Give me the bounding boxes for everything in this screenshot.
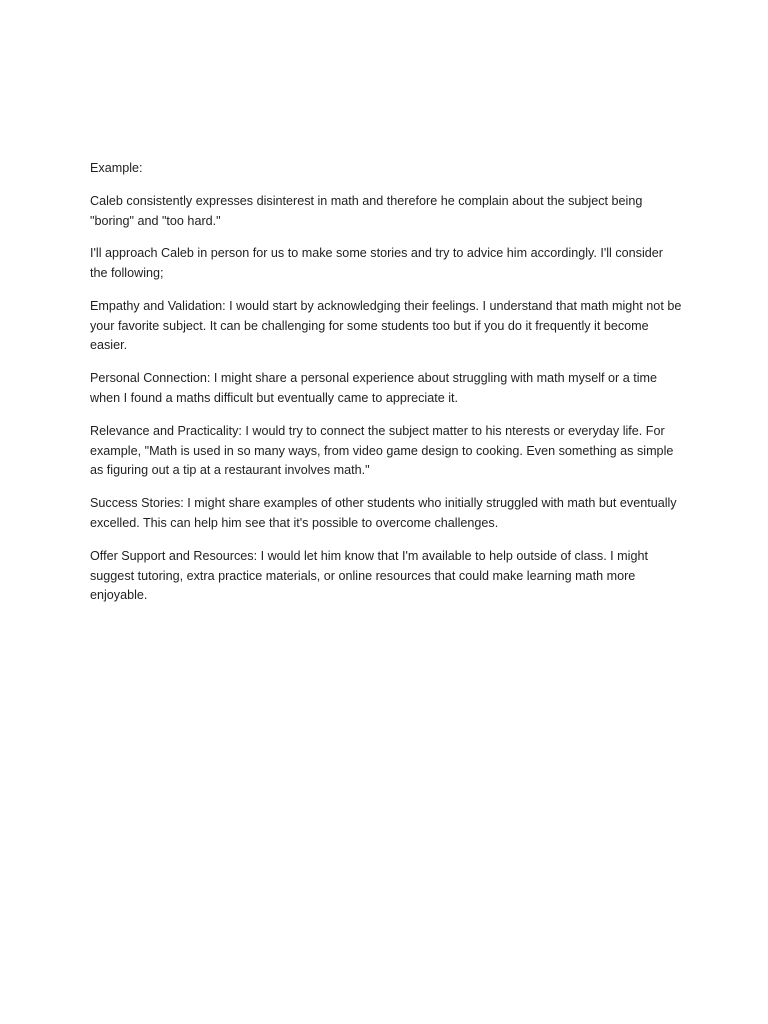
paragraph-support-resources: Offer Support and Resources: I would let him know that I'm available to help outside of class. I might suggest tutoring, extra practice materials, or online resources that could make learning math more enjoyable. [90, 548, 648, 603]
paragraph-personal-connection: Personal Connection: I might share a personal experience about struggling with math myself or a time when I found a maths difficult but eventually came to appreciate it. [90, 371, 658, 406]
paragraph-empathy: Empathy and Validation: I would start by acknowledging their feelings. I understand that math might not be your favorite subject. It can be challenging for some students too but if you do it frequently it become easier. [90, 299, 682, 353]
document-body [90, 159, 682, 619]
paragraph-relevance: Relevance and Practicality: I would try to connect the subject matter to his nterests or everyday life. For example, "Math is used in so many ways, from video game design to cooking. Even something as simple as figuring out a tip at a restaurant involves math." [90, 423, 674, 478]
paragraph-success-stories: Success Stories: I might share examples of other students who initially struggled with math but eventually excelled. This can help him see that it's possible to overcome challenges. [90, 496, 677, 530]
paragraph-approach: I'll approach Caleb in person for us to make some stories and try to advice him accordingly. I'll consider the following; [90, 246, 663, 281]
paragraph-example-label: Example: [90, 161, 143, 175]
paragraph-scenario: Caleb consistently expresses disinterest in math and therefore he complain about the subject being "boring" and "too hard." [90, 193, 643, 228]
